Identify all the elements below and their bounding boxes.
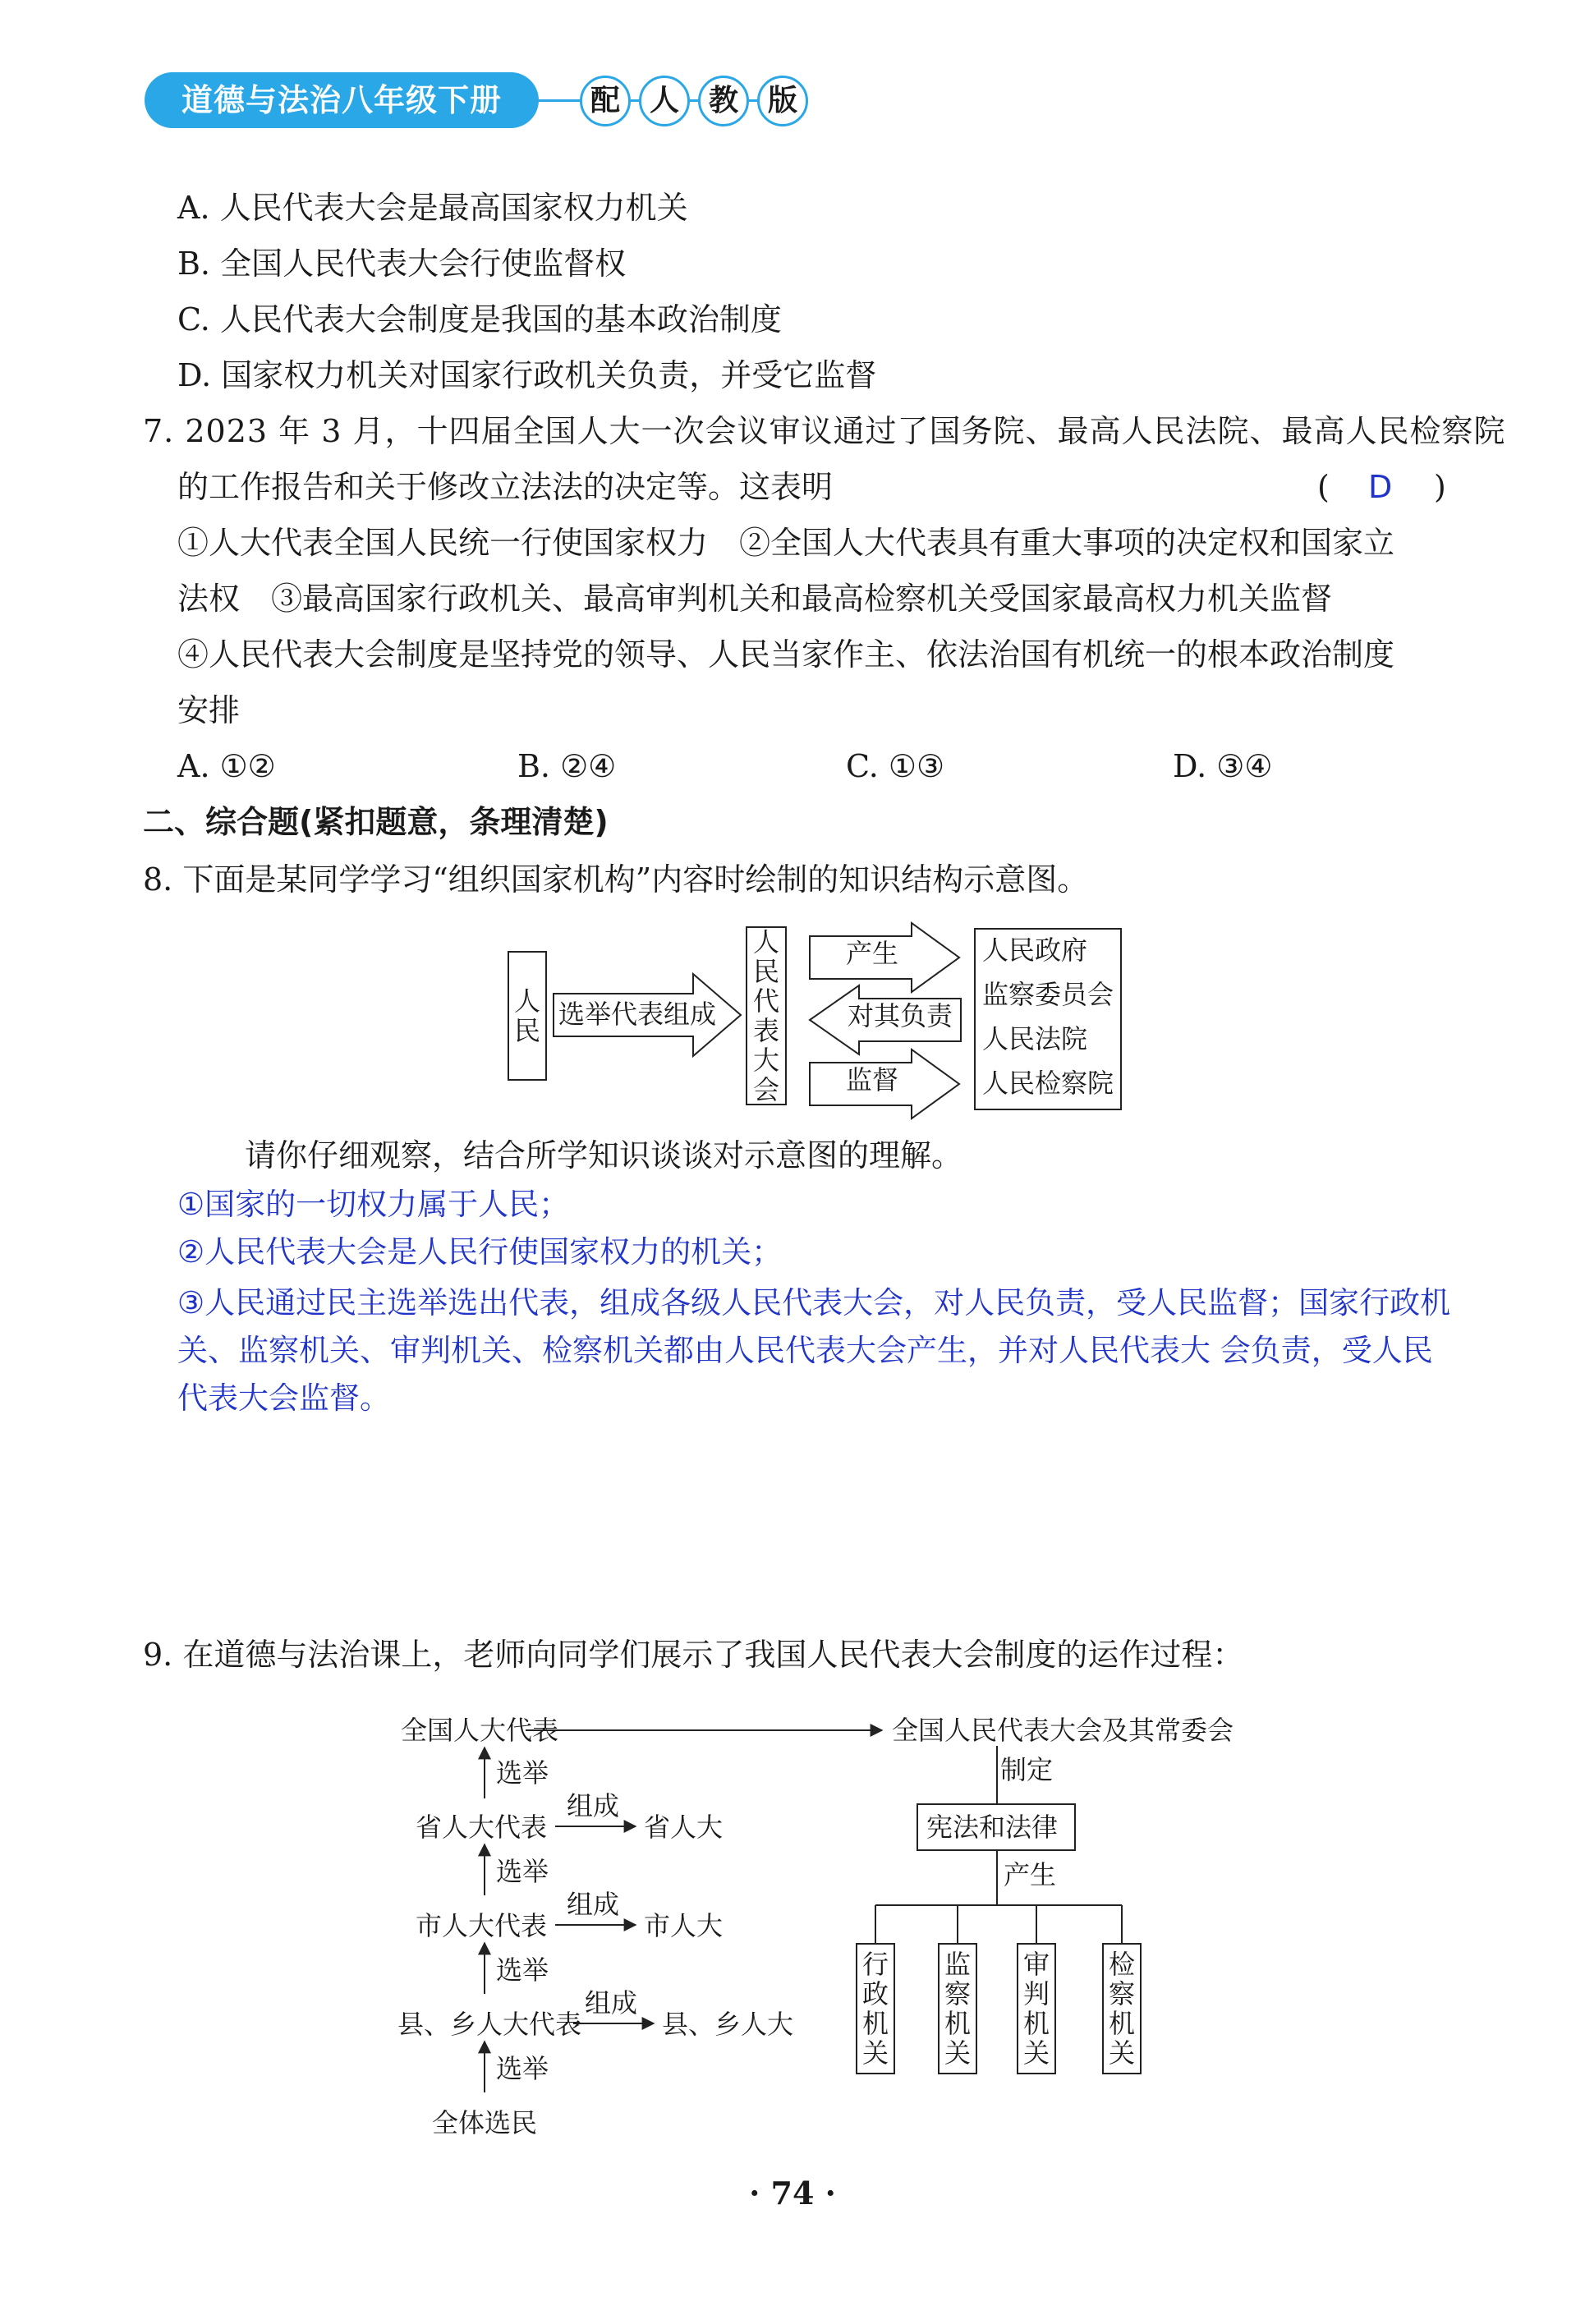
organ-admin-label: 行政机关 xyxy=(861,1949,889,2069)
organ-supervisory-label: 监察机关 xyxy=(944,1949,971,2069)
q9-prompt: 9. 在道德与法治课上，老师向同学们展示了我国人民代表大会制度的运作过程： xyxy=(143,1637,1244,1673)
elect-label: 选举代表组成 xyxy=(558,999,717,1030)
section-title: 二、综合题(紧扣题意，条理清楚) xyxy=(143,804,609,840)
congress-label: 人民代表大会 xyxy=(752,926,779,1105)
responsible-label: 对其负责 xyxy=(848,1000,953,1031)
city-rep: 市人大代表 xyxy=(416,1910,548,1941)
organ-supervisory-commission: 监察委员会 xyxy=(982,979,1114,1010)
q7-statement-line2: 法权 ③最高国家行政机关、最高审判机关和最高检察机关受国家最高权力机关监督 xyxy=(177,581,1333,617)
organ-procuratorate: 人民检察院 xyxy=(982,1068,1114,1099)
enact-label: 制定 xyxy=(1000,1754,1054,1785)
answer-bracket-open: ( xyxy=(1317,469,1330,505)
q7-answer: D xyxy=(1368,469,1393,505)
organ-box-supervisory xyxy=(938,1943,977,2074)
all-voters: 全体选民 xyxy=(432,2107,538,2138)
elect-label-1: 选举 xyxy=(496,1757,549,1789)
badge-char-1: 配 xyxy=(580,76,631,126)
badge-char-4: 版 xyxy=(757,76,808,126)
organ-box-procuratorial xyxy=(1102,1943,1142,2074)
national-rep: 全国人大代表 xyxy=(401,1715,559,1746)
organ-box-admin xyxy=(856,1943,895,2074)
q7-statement-line4: 安排 xyxy=(177,692,241,728)
produce-label: 产生 xyxy=(846,938,899,969)
organ-procuratorial-label: 检察机关 xyxy=(1108,1949,1135,2069)
badge-char-2: 人 xyxy=(639,76,690,126)
q8-prompt: 8. 下面是某同学学习“组织国家机构”内容时绘制的知识结构示意图。 xyxy=(143,861,1089,898)
county-rep: 县、乡人大代表 xyxy=(397,2009,582,2040)
answer-bracket-close: ) xyxy=(1434,469,1446,505)
organ-government: 人民政府 xyxy=(982,935,1088,966)
constitution-box xyxy=(917,1803,1076,1851)
compose-label-3: 组成 xyxy=(585,1987,638,2019)
book-title-banner: 道德与法治八年级下册 xyxy=(145,72,539,128)
q6-option-b: B. 全国人民代表大会行使监督权 xyxy=(177,246,627,282)
q7-statement-line3: ④人民代表大会制度是坚持党的领导、人民当家作主、依法治国有机统一的根本政治制度 xyxy=(177,636,1395,673)
provincial-congress: 省人大 xyxy=(644,1812,724,1843)
produce-label-q9: 产生 xyxy=(1004,1859,1057,1890)
provincial-rep: 省人大代表 xyxy=(416,1812,548,1843)
city-congress: 市人大 xyxy=(644,1910,724,1941)
q7-option-b: B. ②④ xyxy=(517,748,617,784)
q8-instruction: 请你仔细观察，结合所学知识谈谈对示意图的理解。 xyxy=(245,1137,963,1173)
compose-label-1: 组成 xyxy=(567,1790,620,1821)
organ-court: 人民法院 xyxy=(982,1023,1088,1054)
q8-answer-2: ②人民代表大会是人民行使国家权力的机关； xyxy=(177,1234,783,1270)
county-congress: 县、乡人大 xyxy=(662,2009,794,2040)
supervise-label: 监督 xyxy=(846,1064,899,1095)
q6-option-d: D. 国家权力机关对国家行政机关负责，并受它监督 xyxy=(177,357,877,393)
national-congress: 全国人民代表大会及其常委会 xyxy=(892,1715,1234,1746)
page-number: · 74 · xyxy=(749,2175,836,2211)
q8-answer-1: ①国家的一切权力属于人民； xyxy=(177,1187,570,1222)
q7-option-a: A. ①② xyxy=(177,748,276,784)
organ-box-judicial xyxy=(1017,1943,1056,2074)
q7-option-d: D. ③④ xyxy=(1173,748,1273,784)
q7-stem-line2: 的工作报告和关于修改立法法的决定等。这表明 xyxy=(177,469,834,505)
q8-answer-3: ③人民通过民主选举选出代表，组成各级人民代表大会，对人民负责，受人民监督；国家行政机关、监察机关、审判机关、检察机关都由人民代表大会产生，并对人民代表大 会负责，受人民代表大会监督。 xyxy=(177,1285,1451,1416)
constitution-label: 宪法和法律 xyxy=(926,1812,1059,1843)
people-label: 人民 xyxy=(513,985,540,1046)
organ-judicial-label: 审判机关 xyxy=(1022,1949,1050,2069)
compose-label-2: 组成 xyxy=(567,1889,620,1920)
elect-label-4: 选举 xyxy=(496,2053,549,2084)
q7-statement-line1: ①人大代表全国人民统一行使国家权力 ②全国人大代表具有重大事项的决定权和国家立 xyxy=(177,525,1395,561)
elect-label-3: 选举 xyxy=(496,1954,549,1986)
badge-char-3: 教 xyxy=(698,76,749,126)
q6-option-a: A. 人民代表大会是最高国家权力机关 xyxy=(177,190,688,226)
elect-label-2: 选举 xyxy=(496,1856,549,1887)
q7-option-c: C. ①③ xyxy=(846,748,945,784)
q6-option-c: C. 人民代表大会制度是我国的基本政治制度 xyxy=(177,301,782,338)
q7-stem-line1: 7. 2023 年 3 月，十四届全国人大一次会议审议通过了国务院、最高人民法院、最高人民检察院 xyxy=(143,413,1506,449)
